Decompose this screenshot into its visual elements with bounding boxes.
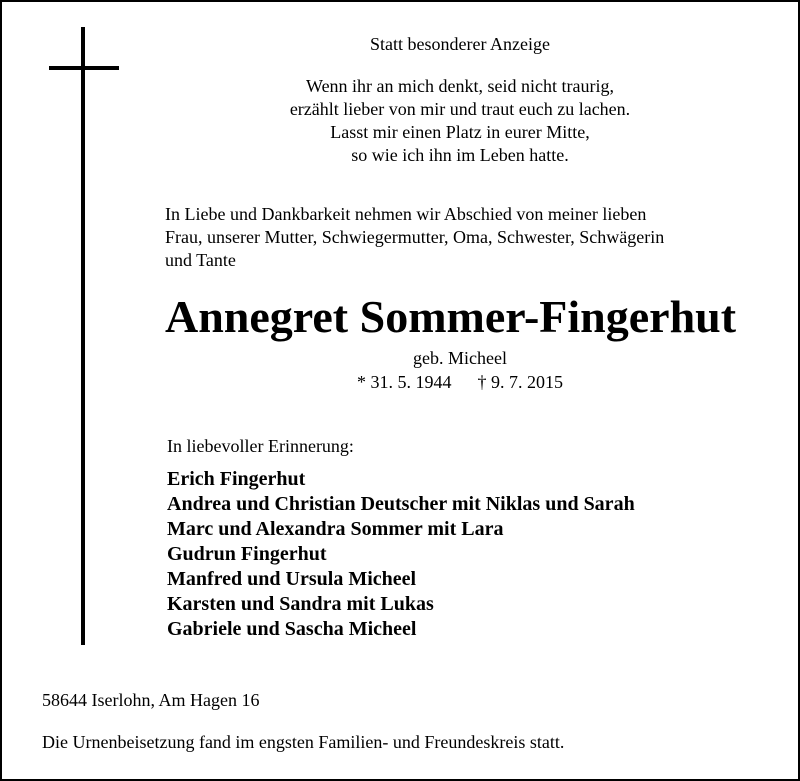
address: 58644 Iserlohn, Am Hagen 16 bbox=[42, 690, 260, 710]
poem-line: Lasst mir einen Platz in eurer Mitte, bbox=[330, 122, 590, 142]
poem-line: Wenn ihr an mich denkt, seid nicht traurig, bbox=[306, 76, 614, 96]
footer-note: Die Urnenbeisetzung fand im engsten Familien- und Freundeskreis statt. bbox=[42, 732, 565, 752]
intro-text bbox=[165, 203, 775, 272]
poem-line: erzählt lieber von mir und traut euch zu lachen. bbox=[289, 99, 631, 119]
mourner-item: Erich Fingerhut bbox=[167, 468, 306, 490]
poem-line: so wie ich ihn im Leben hatte. bbox=[351, 145, 569, 165]
cross-horizontal-bar bbox=[49, 66, 119, 70]
mourner-item: Marc und Alexandra Sommer mit Lara bbox=[167, 518, 504, 540]
death-date: † 9. 7. 2015 bbox=[477, 372, 563, 392]
intro-line: Frau, unserer Mutter, Schwiegermutter, Oma, Schwester, Schwägerin bbox=[165, 227, 665, 247]
mourner-item: Gabriele und Sascha Micheel bbox=[167, 618, 417, 640]
header-note: Statt besonderer Anzeige bbox=[370, 34, 550, 54]
intro-line: und Tante bbox=[165, 250, 236, 270]
poem bbox=[200, 75, 720, 167]
maiden-name: geb. Micheel bbox=[413, 348, 507, 368]
cross-vertical-bar bbox=[81, 27, 85, 645]
mourners-list bbox=[167, 467, 635, 642]
mourner-item: Manfred und Ursula Micheel bbox=[167, 568, 417, 590]
deceased-name: Annegret Sommer-Fingerhut bbox=[165, 291, 737, 342]
life-dates bbox=[260, 370, 660, 394]
memory-label: In liebevoller Erinnerung: bbox=[167, 436, 354, 456]
mourner-item: Karsten und Sandra mit Lukas bbox=[167, 593, 434, 615]
mourner-item: Gudrun Fingerhut bbox=[167, 543, 327, 565]
intro-line: In Liebe und Dankbarkeit nehmen wir Abschied von meiner lieben bbox=[165, 204, 647, 224]
mourner-item: Andrea und Christian Deutscher mit Niklas und Sarah bbox=[167, 493, 635, 515]
birth-date: * 31. 5. 1944 bbox=[357, 372, 452, 392]
